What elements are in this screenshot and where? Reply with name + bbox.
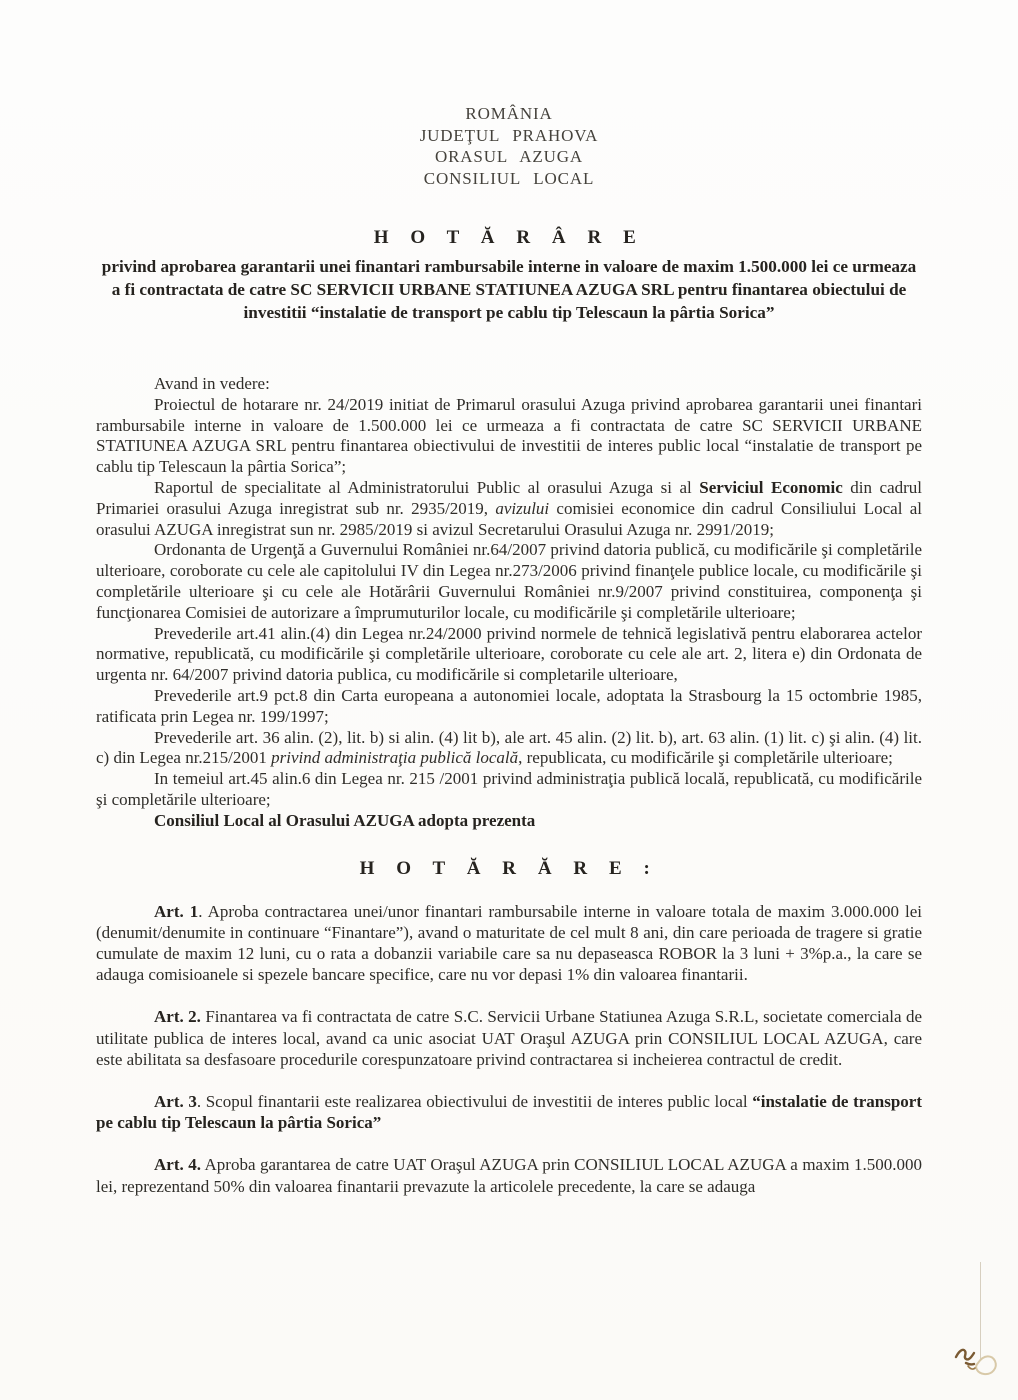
articles-section (96, 901, 922, 1197)
preamble-paragraph-legea24: Prevederile art.41 alin.(4) din Legea nr.24/2000 privind normele de tehnică legislativă pentru elaborarea actelor normative, republicată, cu modificările şi completările ulterioare, coroborate cu cele ale art. 2, litera e) din Ordonata de urgenta nr. 64/2007 privind datoria publica, cu modificările si completarile ulterioare, (96, 623, 922, 685)
article-2: Art. 2. Finantarea va fi contractata de catre S.C. Servicii Urbane Statiunea Azuga S.R.L, societate comerciala de utilitate publica de interes local, avand ca unic asociat UAT Oraşul AZUGA prin CONSILIUL LOCAL AZUGA, care este abilitata sa desfasoare procedurile corespunzatoare privind contractarea si incheierea contractul de credit. (96, 1007, 923, 1069)
preamble-paragraph-legea215: Prevederile art. 36 alin. (2), lit. b) si alin. (4) lit b), ale art. 45 alin. (2) lit. b), art. 63 alin. (1) lit. c) şi alin. (4) lit. c) din Legea nr.215/2001 privind administraţia publică locală, republicata, cu modificările şi completările ulterioare; (96, 727, 922, 768)
decision-heading: H O T Ă R Â R E (373, 227, 645, 248)
letterhead-council: CONSILIUL LOCAL (423, 168, 595, 188)
article-1: Art. 1. Aproba contractarea unei/unor finantari rambursabile interne in valoare totala de maxim 3.000.000 lei (denumit/denumite in continuare “Finantare”), avand o maturitate de cel mult 8 ani, din care perioada de tragere si gratie cumulate de maxim 12 luni, cu o rata a dobanzii variabile care sa nu depaseasca ROBOR la 3 luni + 3%p.a., la care se adauga comisioanele si spezele bancare specifice, care nu vor depasi 1% din valoarea finantarii. (96, 901, 923, 985)
preamble-paragraph-temei: In temeiul art.45 alin.6 din Legea nr. 215 /2001 privind administraţia publică locală, republicată, cu modificările şi completările ulterioare; (96, 769, 922, 809)
adoption-line: Consiliul Local al Orasului AZUGA adopta prezenta (154, 810, 536, 830)
preamble-paragraph-project: Proiectul de hotarare nr. 24/2019 initiat de Primarul orasului Azuga privind aprobarea garantarii unei finantari rambursabile interne in valoare de 1.500.000 lei ce urmeaza a fi contractata de catre SC SERVICII URBANE STATIUNEA AZUGA SRL pentru finantarea obiectivului de investitii de interes public local “instalatie de transport pe cablu tip Telescaun la pârtia Sorica”; (96, 394, 922, 477)
letterhead-city: ORASUL AZUGA (434, 147, 584, 166)
preamble-paragraph-report: Raportul de specialitate al Administratorului Public al orasului Azuga si al Serviciul Economic din cadrul Primariei orasului Azuga inregistrat sub nr. 2935/2019, avizului comisiei economice din cadrul Consiliului Local al orasului AZUGA inregistrat sun nr. 2985/2019 si avizul Secretarului Orasului Azuga nr. 2991/2019; (96, 477, 922, 539)
letterhead-county: JUDEŢUL PRAHOVA (419, 125, 599, 145)
article-4: Art. 4. Aproba garantarea de catre UAT Oraşul AZUGA prin CONSILIUL LOCAL AZUGA a maxim 1.500.000 lei, reprezentand 50% din valoarea finantarii prevazute la articolele precedente, la care se adauga (96, 1155, 923, 1196)
preamble-section (96, 374, 922, 811)
letterhead (96, 0, 922, 189)
preamble-intro: Avand in vedere: (154, 374, 270, 393)
preamble-paragraph-carta: Prevederile art.9 pct.8 din Carta europeana a autonomiei locale, adoptata la Strasbourg la 15 octombrie 1985, ratificata prin Legea nr. 199/1997; (96, 685, 922, 726)
decision-subtitle: privind aprobarea garantarii unei finantari rambursabile interne in valoare de maxim 1.500.000 lei ce urmeaza a fi contractata de catre SC SERVICII URBANE STATIUNEA AZUGA SRL pentru finantarea obiectului de investitii “instalatie de transport pe cablu tip Telescaun la pârtia Sorica” (101, 257, 917, 322)
title-block (96, 227, 922, 324)
preamble-paragraph-oug64: Ordonanta de Urgenţă a Guvernului României nr.64/2007 privind datoria publică, cu modificările şi completările ulterioare, coroborate cu cele ale capitolului IV din Legea nr.273/2006 privind finanţele publice locale, cu modificările şi completările ulterioare şi cu cele ale Hotărârii Guvernului României nr.9/2007 privind constituirea, componenţa şi funcţionarea Comisiei de autorizare a împrumuturilor locale, cu modificările şi completările ulterioare; (96, 540, 922, 622)
letterhead-country: ROMÂNIA (465, 104, 553, 123)
decision-heading-2: H O T Ă R Ă R E : (359, 857, 659, 879)
handwritten-mark (948, 1332, 1000, 1378)
article-3: Art. 3. Scopul finantarii este realizarea obiectivului de investitii de interes public local “instalatie de transport pe cablu tip Telescaun la pârtia Sorica” (96, 1091, 923, 1133)
